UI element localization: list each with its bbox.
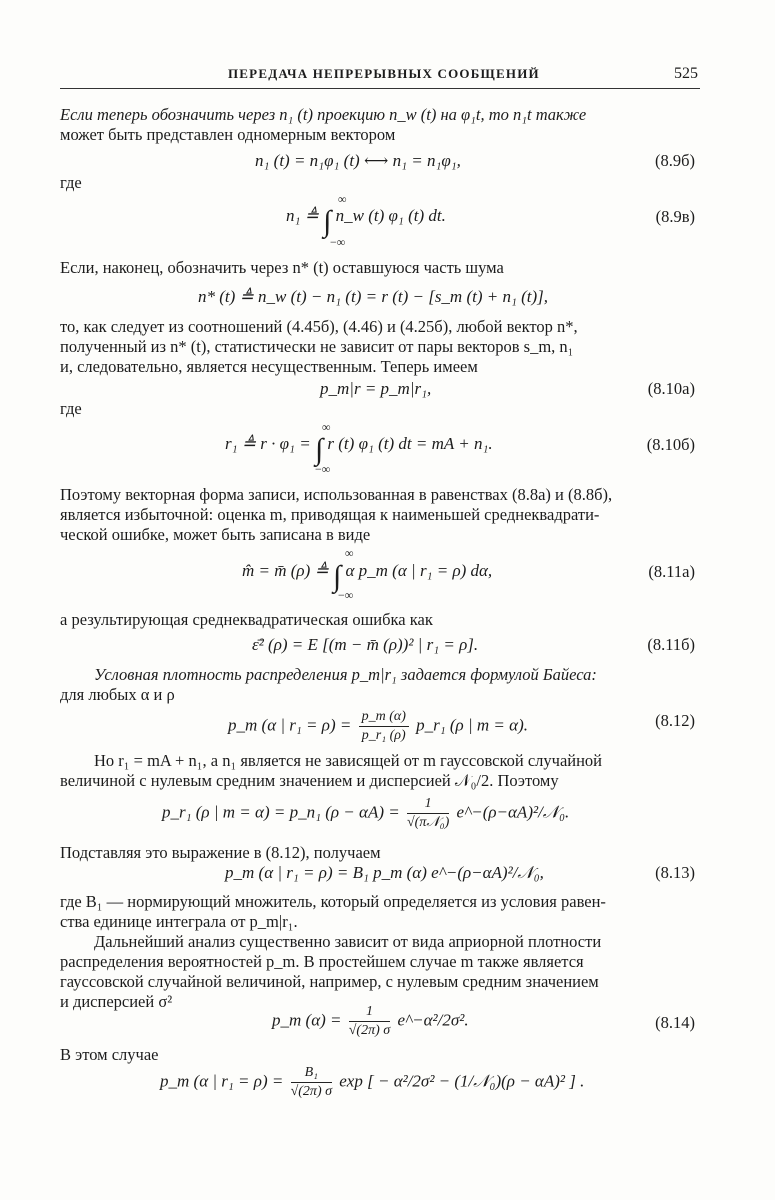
equation-final (160, 1064, 584, 1101)
equation-lhs: p_m (α | r₁ = ρ) = (228, 715, 352, 735)
equation-lhs: m̂ = m̄ (ρ) ≜ (242, 561, 329, 580)
fraction (291, 1064, 332, 1101)
paragraph-line: ства единице интеграла от p_m|r₁. (60, 912, 298, 931)
equation-8-9v (286, 206, 446, 237)
equation-8-13: p_m (α | r₁ = ρ) = B₁ p_m (α) e^−(ρ−αA)²/𝒩₀, (225, 863, 544, 882)
equation-lhs: n₁ ≜ (286, 206, 319, 225)
paragraph-line: является избыточной: оценка m, приводящая к наименьшей среднеквадрати- (60, 505, 600, 524)
equation-number: (8.10б) (646, 435, 695, 454)
fraction (407, 795, 449, 832)
equation-lhs: r₁ ≜ r · φ₁ = (225, 434, 311, 453)
fraction-numerator: 1 (407, 795, 449, 814)
paragraph-line: В этом случае (60, 1045, 159, 1064)
equation-rhs: p_r₁ (ρ | m = α). (416, 715, 528, 735)
fraction (349, 1003, 390, 1040)
equation-8-9b: n₁ (t) = n₁φ₁ (t) ⟷ n₁ = n₁φ₁, (255, 151, 461, 170)
equation-lhs: p_m (α) = (272, 1010, 342, 1030)
integral-sign: ∫ (333, 560, 342, 593)
fraction-numerator: p_m (α) (359, 708, 409, 727)
integral-lower-limit: −∞ (315, 462, 331, 476)
fraction (359, 708, 409, 745)
running-header (60, 66, 700, 89)
equation-pr1 (162, 795, 569, 832)
fraction-numerator: 1 (349, 1003, 390, 1022)
equation-rhs: e^−α²/2σ². (397, 1010, 469, 1030)
equation-rhs: e^−(ρ−αA)²/𝒩₀. (456, 802, 570, 822)
integral-lower-limit: −∞ (338, 588, 354, 602)
equation-nstar: n* (t) ≜ n_w (t) − n₁ (t) = r (t) − [s_m (t) + n₁ (t)], (198, 287, 549, 306)
integral-lower-limit: −∞ (330, 235, 346, 249)
paragraph-line: Если, наконец, обозначить через n* (t) оставшуюся часть шума (60, 258, 504, 277)
equation-number: (8.12) (655, 711, 695, 730)
integral-sign: ∫ (314, 433, 324, 466)
equation-integrand: α p_m (α | r₁ = ρ) dα, (345, 561, 493, 580)
equation-8-11b: ε̄² (ρ) = E [(m − m̄ (ρ))² | r₁ = ρ]. (252, 635, 479, 654)
paragraph-line: Дальнейший анализ существенно зависит от вида априорной плотности (94, 932, 602, 951)
equation-8-12 (228, 708, 528, 745)
fraction-denominator: √(π𝒩₀) (406, 815, 450, 830)
equation-number: (8.9в) (655, 207, 695, 226)
equation-number: (8.11б) (647, 635, 695, 654)
integral-upper-limit: ∞ (322, 420, 331, 434)
fraction-numerator: B₁ (291, 1064, 332, 1083)
paragraph-line: и дисперсией σ² (60, 992, 173, 1011)
equation-number: (8.14) (655, 1013, 695, 1032)
equation-integrand: r (t) φ₁ (t) dt = mA + n₁. (327, 434, 493, 453)
paragraph-line: Если теперь обозначить через n₁ (t) проекцию n_w (t) на φ₁t, то n₁t также (60, 105, 587, 124)
paragraph-line: может быть представлен одномерным вектором (60, 125, 396, 144)
equation-lhs: p_r₁ (ρ | m = α) = p_n₁ (ρ − αA) = (162, 802, 400, 822)
header-title: ПЕРЕДАЧА НЕПРЕРЫВНЫХ СООБЩЕНИЙ (228, 66, 540, 81)
page-number: 525 (674, 65, 698, 82)
integral-upper-limit: ∞ (338, 192, 347, 206)
equation-8-10a: p_m|r = p_m|r₁, (320, 379, 432, 398)
paragraph-line: Подставляя это выражение в (8.12), получаем (60, 843, 381, 862)
paragraph-line: где (60, 399, 82, 418)
paragraph-line: гауссовской случайной величиной, например, с нулевым средним значением (60, 972, 599, 991)
paragraph-line: Поэтому векторная форма записи, использованная в равенствах (8.8а) и (8.8б), (60, 485, 613, 504)
paragraph-line: где (60, 173, 82, 192)
paragraph-line: для любых α и ρ (60, 685, 175, 704)
paragraph-line: и, следовательно, является несущественным. Теперь имеем (60, 357, 478, 376)
equation-number: (8.13) (655, 863, 695, 882)
fraction-denominator: √(2π) σ (348, 1023, 391, 1038)
integral-sign: ∫ (323, 205, 332, 238)
paragraph-line: величиной с нулевым средним значением и дисперсией 𝒩₀/2. Поэтому (60, 771, 559, 790)
equation-rhs: exp [ − α²/2σ² − (1/𝒩₀)(ρ − αA)² ] . (339, 1071, 585, 1091)
equation-8-11a (242, 561, 492, 592)
equation-lhs: p_m (α | r₁ = ρ) = (160, 1071, 284, 1091)
paragraph-line: распределения вероятностей p_m. В простейшем случае m также является (60, 952, 584, 971)
paragraph-line: где B₁ — нормирующий множитель, который определяется из условия равен- (60, 892, 606, 911)
paragraph-line: Условная плотность распределения p_m|r₁ задается формулой Байеса: (94, 665, 597, 684)
fraction-denominator: √(2π) σ (290, 1084, 333, 1099)
paragraph-line: Но r₁ = mA + n₁, а n₁ является не зависящей от m гауссовской случайной (94, 751, 603, 770)
paragraph-line: полученный из n* (t), статистически не зависит от пары векторов s_m, n₁ (60, 337, 574, 356)
fraction-denominator: p_r₁ (ρ) (361, 728, 406, 743)
equation-8-14 (272, 1003, 469, 1040)
equation-number: (8.9б) (654, 151, 695, 170)
equation-number: (8.10а) (647, 379, 695, 398)
paragraph-line: то, как следует из соотношений (4.45б), (4.46) и (4.25б), любой вектор n*, (60, 317, 578, 336)
equation-8-10b (225, 434, 493, 465)
equation-integrand: n_w (t) φ₁ (t) dt. (335, 206, 446, 225)
paragraph-line: а результирующая среднеквадратическая ошибка как (60, 610, 433, 629)
equation-number: (8.11а) (648, 562, 695, 581)
integral-upper-limit: ∞ (345, 546, 354, 560)
paragraph-line: ческой ошибке, может быть записана в виде (60, 525, 371, 544)
